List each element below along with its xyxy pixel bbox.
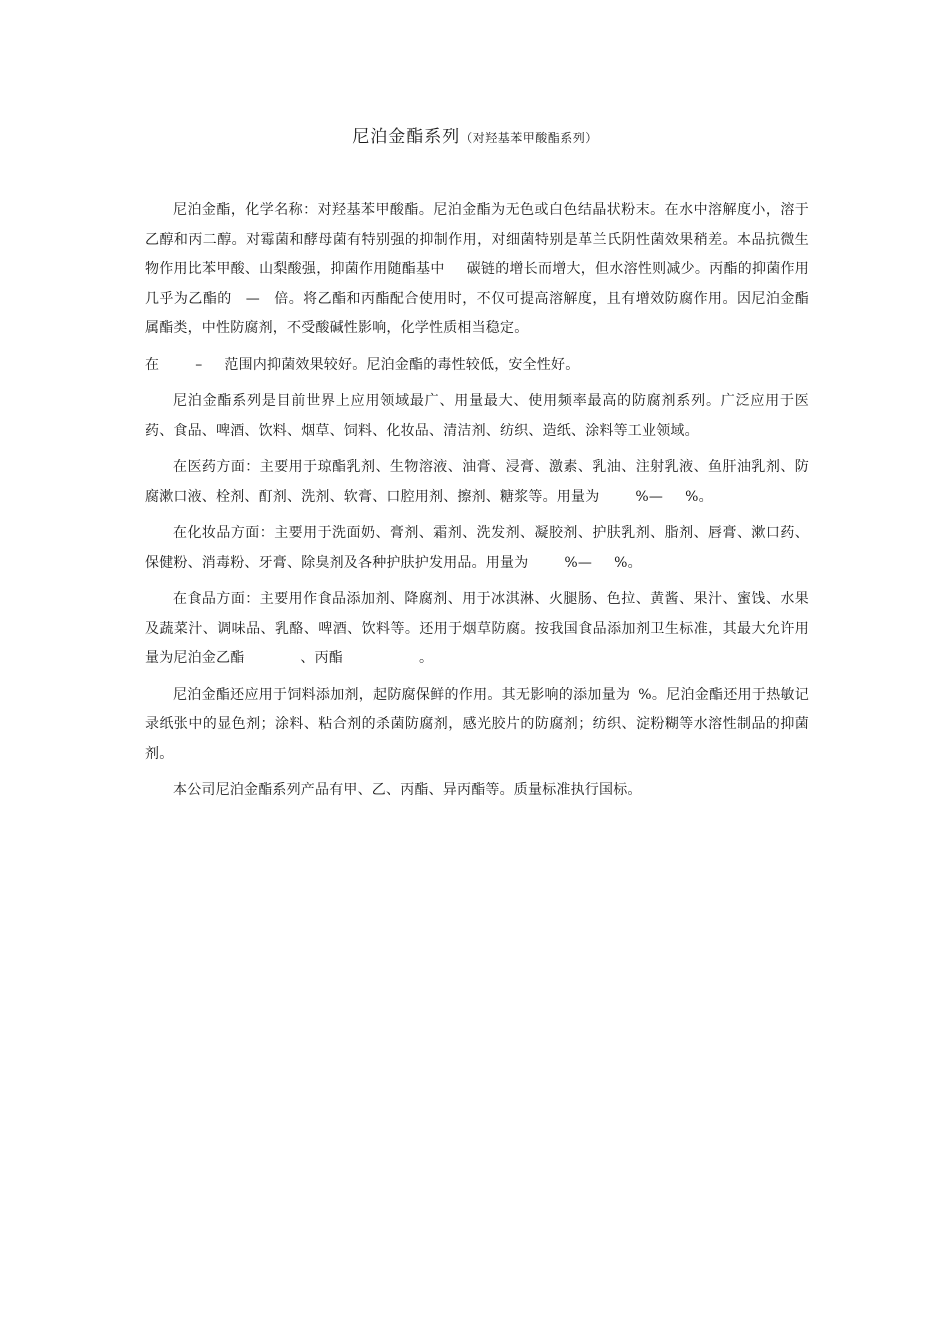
- document-body: [145, 196, 809, 813]
- paragraph-text: 在食品方面：主要用作食品添加剂、降腐剂、用于冰淇淋、火腿肠、色拉、黄酱、果汁、蜜饯、水果及蔬菜汁、调味品、乳酪、啤酒、饮料等。还用于烟草防腐。按我国食品添加剂卫生标准，其最大允许用量为尼泊金乙酯: [145, 591, 809, 666]
- paragraph-text: 范围内抑菌效果较好。尼泊金酯的毒性较低，安全性好。: [224, 356, 580, 373]
- paragraph-text: 尼泊金酯，化学名称：对羟基苯甲酸酯。尼泊金酯为无色或白色结晶状粉末。在水中溶解度小，溶于乙醇和丙二醇。对霉菌和酵母菌有特别强的抑制作用，对细菌特别是革兰氏阴性菌效果稍差。本品抗微生物作用比苯甲酸、山梨酸强，抑菌作用随酯基中: [145, 202, 809, 277]
- paragraph-ph-range: [145, 351, 809, 381]
- paragraph-company-products: 本公司尼泊金酯系列产品有甲、乙、丙酯、异丙酯等。质量标准执行国标。: [173, 782, 642, 798]
- document-title: 尼泊金酯系列: [352, 127, 461, 147]
- paragraph-text: 、丙酯: [300, 650, 344, 666]
- paragraph-cosmetics: [145, 519, 809, 578]
- paragraph-text: —: [245, 290, 260, 307]
- paragraph-text: 在医药方面：主要用于琼酯乳剂、生物溶液、油膏、浸膏、激素、乳油、注射乳液、鱼肝油乳剂、防腐漱口液、栓剂、酊剂、洗剂、软膏、口腔用剂、擦剂、糖浆等。用量为: [145, 459, 809, 505]
- paragraph-text: 在化妆品方面：主要用于洗面奶、膏剂、霜剂、洗发剂、凝胶剂、护肤乳剂、脂剂、唇膏、漱口药、保健粉、消毒粉、牙膏、除臭剂及各种护肤护发用品。用量为: [145, 525, 809, 571]
- paragraph-text: 倍。将乙酯和丙酯配合使用时，不仅可提高溶解度，且有增效防腐作用。因尼泊金酯属酯类，中性防腐剂，不受酸碱性影响，化学性质相当稳定。: [145, 290, 809, 336]
- paragraph-medicine: [145, 453, 809, 512]
- document-subtitle: （对羟基苯甲酸酯系列）: [460, 131, 598, 145]
- paragraph-text: 碳链的增长而增大，但水溶性则减少。丙酯的抑菌作用几乎为乙酯的: [145, 261, 809, 307]
- paragraph-text: 尼泊金酯还应用于饲料添加剂，起防腐保鲜的作用。其无影响的添加量为: [173, 686, 631, 703]
- paragraph-text: %。: [685, 488, 713, 505]
- paragraph-text: 在: [145, 356, 160, 373]
- paragraph-applications: 尼泊金酯系列是目前世界上应用领域最广、用量最大、使用频率最高的防腐剂系列。广泛应用于医药、食品、啤酒、饮料、烟草、饲料、化妆品、清洁剂、纺织、造纸、涂料等工业领域。: [145, 393, 809, 439]
- paragraph-food: [145, 585, 809, 674]
- paragraph-introduction: [145, 196, 809, 344]
- paragraph-text: 。: [419, 650, 434, 666]
- paragraph-text: %—: [635, 488, 664, 505]
- document-heading: [0, 122, 950, 147]
- paragraph-text: –: [195, 356, 203, 373]
- paragraph-text: %—: [564, 554, 593, 571]
- paragraph-text: %。: [614, 554, 642, 571]
- paragraph-feed: [145, 681, 809, 770]
- paragraph-text: %。尼泊金酯还用于热敏记录纸张中的显色剂；涂料、粘合剂的杀菌防腐剂，感光胶片的防腐剂；纺织、淀粉糊等水溶性制品的抑菌剂。: [145, 686, 809, 762]
